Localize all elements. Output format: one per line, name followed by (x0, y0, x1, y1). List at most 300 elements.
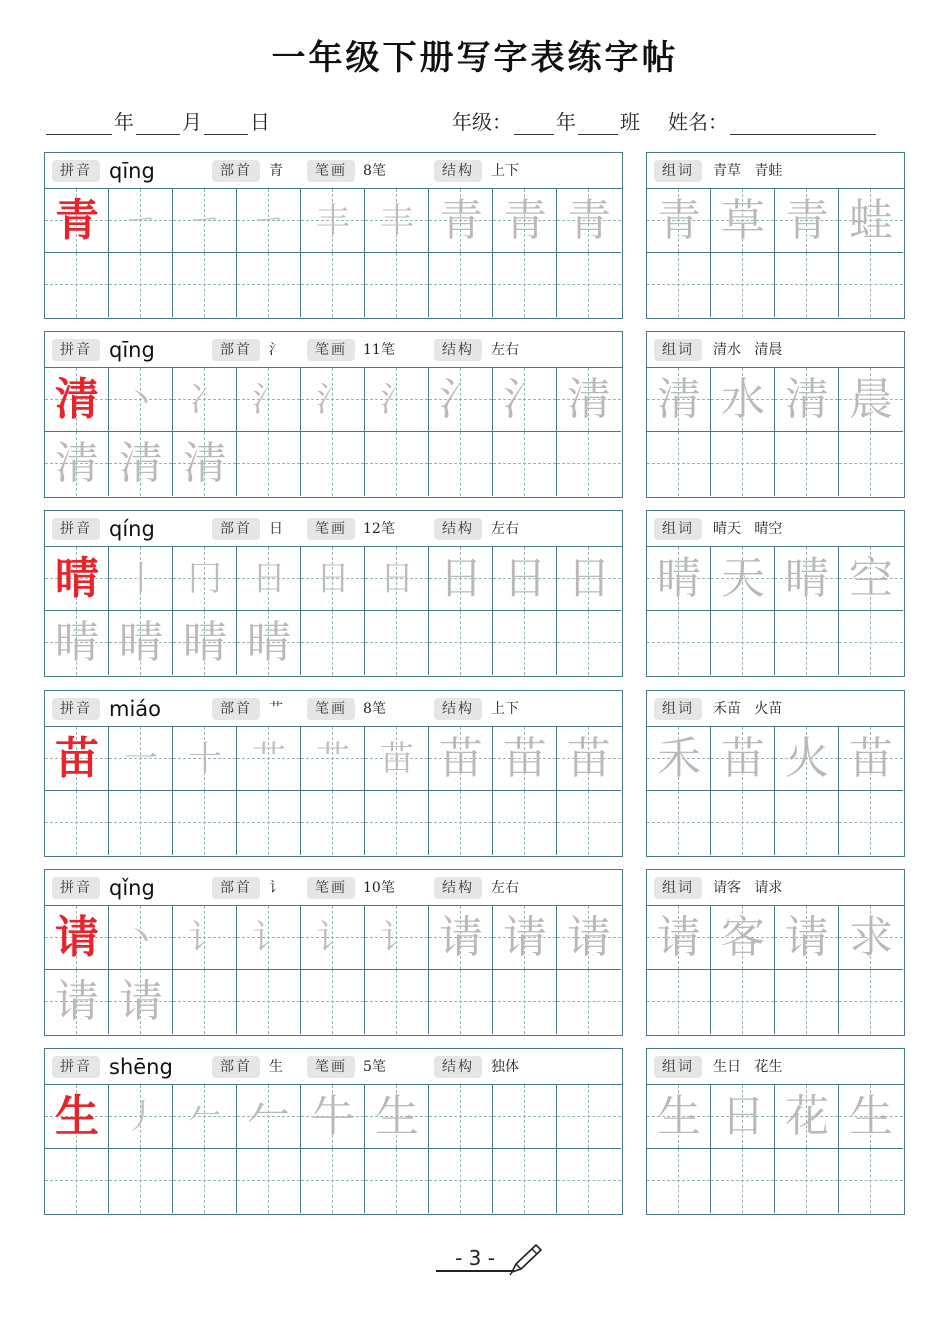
stroke-order-step: 丶 (124, 380, 158, 420)
grid-cell[interactable] (839, 189, 903, 253)
word-trace-character: 请 (657, 912, 701, 963)
stroke-order-step: 丰 (316, 201, 350, 241)
strokes-value: 5笔 (363, 1059, 386, 1075)
grid-cell[interactable] (365, 611, 429, 675)
grid-cell[interactable] (775, 368, 839, 432)
grid-cell[interactable] (109, 368, 173, 432)
word-trace-character: 晴 (657, 553, 701, 604)
grid-cell[interactable] (365, 727, 429, 791)
grid-cell[interactable] (365, 791, 429, 855)
grid-cell[interactable] (429, 368, 493, 432)
stroke-order-step: 苗 (380, 739, 414, 779)
grid-cell[interactable] (301, 791, 365, 855)
grid-cell[interactable] (775, 432, 839, 496)
grid-cell[interactable] (839, 1149, 903, 1213)
year-blank[interactable] (46, 113, 112, 135)
pinyin-tag: 拼音 (52, 339, 100, 361)
word-trace-character: 清 (657, 374, 701, 425)
grid-cell[interactable] (237, 1149, 301, 1213)
grid-cell[interactable] (173, 906, 237, 970)
radical-value: 艹 (269, 701, 283, 717)
grid-cell[interactable] (647, 906, 711, 970)
grid-cell[interactable] (839, 547, 903, 611)
grid-cell[interactable] (301, 368, 365, 432)
grid-cell[interactable] (173, 611, 237, 675)
grid-cell[interactable] (711, 727, 775, 791)
grid-cell[interactable] (557, 727, 621, 791)
grid-cell[interactable] (237, 189, 301, 253)
grid-cell[interactable] (775, 189, 839, 253)
grid-cell[interactable] (237, 791, 301, 855)
grid-cell[interactable] (429, 547, 493, 611)
pinyin-value: qǐng (109, 876, 155, 900)
name-blank[interactable] (730, 113, 876, 135)
grid-cell[interactable] (711, 368, 775, 432)
writing-grid (45, 727, 621, 855)
grid-cell[interactable] (839, 368, 903, 432)
radical-tag: 部首 (212, 339, 260, 361)
grid-cell[interactable] (365, 189, 429, 253)
radical-value: 青 (269, 163, 283, 179)
stroke-order-step: 讠 (380, 918, 414, 958)
grid-cell[interactable] (301, 1085, 365, 1149)
grid-cell[interactable] (301, 1149, 365, 1213)
card-header (45, 691, 622, 727)
word-trace-character: 晨 (849, 374, 893, 425)
word-trace-character: 空 (849, 553, 893, 604)
word-trace-character: 晴 (785, 553, 829, 604)
grid-cell[interactable] (429, 906, 493, 970)
grid-cell[interactable] (647, 970, 711, 1034)
grid-cell[interactable] (839, 906, 903, 970)
pen-icon (508, 1242, 544, 1276)
trace-character: 请 (55, 976, 99, 1027)
radical-tag: 部首 (212, 518, 260, 540)
trace-character: 清 (183, 438, 227, 489)
strokes-value: 8笔 (363, 163, 386, 179)
trace-character: 清 (55, 438, 99, 489)
word-trace-character: 禾 (657, 733, 701, 784)
grid-cell[interactable] (493, 368, 557, 432)
year-label: 年 (114, 110, 134, 134)
grid-cell[interactable] (45, 253, 109, 317)
grid-cell[interactable] (775, 791, 839, 855)
pinyin-value: qīng (109, 338, 155, 362)
word-card (646, 152, 905, 319)
grid-cell[interactable] (109, 1085, 173, 1149)
stroke-order-step: 请 (503, 912, 547, 963)
grid-cell[interactable] (429, 1085, 493, 1149)
writing-grid (45, 1085, 621, 1213)
grade-suffix: 年 (556, 110, 576, 134)
word-trace-character: 草 (721, 195, 765, 246)
pinyin-value: miáo (109, 697, 162, 721)
strokes-value: 12笔 (363, 521, 395, 537)
stroke-order-step: 请 (567, 912, 611, 963)
page-number: - 3 - (436, 1246, 514, 1272)
writing-grid (647, 547, 903, 675)
stroke-order-step: 氵 (439, 374, 483, 425)
character-card (44, 331, 623, 498)
grid-cell[interactable] (173, 189, 237, 253)
model-character: 青 (55, 195, 99, 246)
words-value: 青草 青蛙 (713, 163, 783, 179)
grid-cell[interactable] (647, 253, 711, 317)
grade-blank[interactable] (514, 113, 554, 135)
grid-cell[interactable] (775, 970, 839, 1034)
structure-tag: 结构 (434, 160, 482, 182)
grid-cell[interactable] (647, 791, 711, 855)
word-card (646, 510, 905, 677)
grid-cell[interactable] (173, 432, 237, 496)
grid-cell[interactable] (45, 970, 109, 1034)
character-card (44, 869, 623, 1036)
grid-cell[interactable] (557, 547, 621, 611)
structure-value: 左右 (491, 521, 519, 537)
pinyin-tag: 拼音 (52, 698, 100, 720)
grid-cell[interactable] (647, 1149, 711, 1213)
word-card-header (647, 691, 904, 727)
date-fields (44, 106, 270, 135)
word-trace-character: 青 (785, 195, 829, 246)
grid-cell[interactable] (493, 547, 557, 611)
word-trace-character: 苗 (721, 733, 765, 784)
grid-cell[interactable] (647, 727, 711, 791)
word-card (646, 1048, 905, 1215)
grid-cell[interactable] (301, 727, 365, 791)
stroke-order-step: 日 (567, 553, 611, 604)
radical-value: 生 (269, 1059, 283, 1075)
word-card-header (647, 332, 904, 368)
grid-cell[interactable] (109, 1149, 173, 1213)
grid-cell[interactable] (365, 906, 429, 970)
writing-grid (647, 1085, 903, 1213)
grid-cell[interactable] (301, 547, 365, 611)
stroke-order-step: 苗 (439, 733, 483, 784)
stroke-order-step: 氵 (380, 380, 414, 420)
grid-cell[interactable] (45, 791, 109, 855)
words-tag: 组词 (654, 698, 702, 720)
grid-cell[interactable] (839, 253, 903, 317)
grid-cell[interactable] (711, 970, 775, 1034)
strokes-tag: 笔画 (307, 339, 355, 361)
stroke-order-step: 牛 (311, 1091, 355, 1142)
card-header (45, 1049, 622, 1085)
word-trace-character: 生 (657, 1091, 701, 1142)
grid-cell[interactable] (45, 906, 109, 970)
month-blank[interactable] (136, 113, 180, 135)
grid-cell[interactable] (493, 1085, 557, 1149)
grid-cell[interactable] (237, 970, 301, 1034)
words-tag: 组词 (654, 518, 702, 540)
stroke-order-step: 讠 (252, 918, 286, 958)
grid-cell[interactable] (647, 189, 711, 253)
grid-cell[interactable] (173, 368, 237, 432)
grid-cell[interactable] (301, 906, 365, 970)
grid-cell[interactable] (557, 432, 621, 496)
writing-grid (45, 368, 621, 496)
word-card-header (647, 511, 904, 547)
grid-cell[interactable] (557, 253, 621, 317)
writing-grid (45, 189, 621, 317)
radical-tag: 部首 (212, 877, 260, 899)
writing-grid (45, 906, 621, 1034)
grid-cell[interactable] (493, 970, 557, 1034)
word-trace-character: 蛙 (849, 195, 893, 246)
grid-cell[interactable] (173, 727, 237, 791)
grid-cell[interactable] (711, 906, 775, 970)
grid-cell[interactable] (775, 253, 839, 317)
grid-cell[interactable] (365, 368, 429, 432)
grid-cell[interactable] (711, 432, 775, 496)
words-value: 生日 花生 (713, 1059, 783, 1075)
stroke-order-step: 清 (567, 374, 611, 425)
student-fields (452, 106, 878, 135)
trace-character: 请 (119, 976, 163, 1027)
grid-cell[interactable] (109, 791, 173, 855)
stroke-order-step: 青 (439, 195, 483, 246)
grid-cell[interactable] (557, 611, 621, 675)
grid-cell[interactable] (365, 432, 429, 496)
stroke-order-step: 丰 (380, 201, 414, 241)
grid-cell[interactable] (775, 727, 839, 791)
stroke-order-step: ㄧ (124, 201, 158, 241)
character-card (44, 510, 623, 677)
grid-cell[interactable] (173, 970, 237, 1034)
radical-tag: 部首 (212, 160, 260, 182)
words-tag: 组词 (654, 877, 702, 899)
grid-cell[interactable] (109, 547, 173, 611)
trace-character: 晴 (183, 617, 227, 668)
grid-cell[interactable] (429, 611, 493, 675)
radical-tag: 部首 (212, 1056, 260, 1078)
grid-cell[interactable] (493, 253, 557, 317)
grid-cell[interactable] (493, 432, 557, 496)
grid-cell[interactable] (493, 727, 557, 791)
grid-cell[interactable] (775, 547, 839, 611)
grid-cell[interactable] (557, 906, 621, 970)
grid-cell[interactable] (45, 368, 109, 432)
pinyin-value: shēng (109, 1055, 173, 1079)
word-trace-character: 火 (785, 733, 829, 784)
trace-character: 晴 (119, 617, 163, 668)
stroke-order-step: ㄧ (188, 201, 222, 241)
grid-cell[interactable] (45, 432, 109, 496)
grid-cell[interactable] (237, 368, 301, 432)
grid-cell[interactable] (557, 189, 621, 253)
words-tag: 组词 (654, 160, 702, 182)
grid-cell[interactable] (557, 1085, 621, 1149)
stroke-order-step: 苗 (503, 733, 547, 784)
word-trace-character: 求 (849, 912, 893, 963)
grid-cell[interactable] (237, 1085, 301, 1149)
grid-cell[interactable] (493, 611, 557, 675)
structure-value: 左右 (491, 342, 519, 358)
grid-cell[interactable] (45, 1085, 109, 1149)
grid-cell[interactable] (711, 253, 775, 317)
grid-cell[interactable] (109, 432, 173, 496)
grid-cell[interactable] (711, 611, 775, 675)
grid-cell[interactable] (775, 906, 839, 970)
structure-tag: 结构 (434, 518, 482, 540)
grid-cell[interactable] (647, 368, 711, 432)
grid-cell[interactable] (173, 253, 237, 317)
day-blank[interactable] (204, 113, 248, 135)
stroke-order-step: 青 (567, 195, 611, 246)
grid-cell[interactable] (429, 432, 493, 496)
words-tag: 组词 (654, 339, 702, 361)
model-character: 清 (55, 374, 99, 425)
grid-cell[interactable] (557, 1149, 621, 1213)
strokes-tag: 笔画 (307, 518, 355, 540)
radical-tag: 部首 (212, 698, 260, 720)
trace-character: 晴 (247, 617, 291, 668)
writing-grid (647, 368, 903, 496)
words-tag: 组词 (654, 1056, 702, 1078)
grid-cell[interactable] (109, 970, 173, 1034)
card-header (45, 870, 622, 906)
month-label: 月 (182, 110, 202, 134)
grid-cell[interactable] (711, 1149, 775, 1213)
character-card (44, 152, 623, 319)
grid-cell[interactable] (647, 432, 711, 496)
strokes-value: 8笔 (363, 701, 386, 717)
grid-cell[interactable] (173, 791, 237, 855)
stroke-order-step: 讠 (316, 918, 350, 958)
strokes-tag: 笔画 (307, 877, 355, 899)
grid-cell[interactable] (173, 1149, 237, 1213)
card-header (45, 511, 622, 547)
strokes-tag: 笔画 (307, 698, 355, 720)
grid-cell[interactable] (557, 368, 621, 432)
class-blank[interactable] (578, 113, 618, 135)
grid-cell[interactable] (839, 791, 903, 855)
stroke-order-step: 丨 (124, 559, 158, 599)
grid-cell[interactable] (839, 432, 903, 496)
card-header (45, 153, 622, 189)
grid-cell[interactable] (839, 970, 903, 1034)
grid-cell[interactable] (647, 547, 711, 611)
strokes-tag: 笔画 (307, 1056, 355, 1078)
words-value: 禾苗 火苗 (713, 701, 783, 717)
model-character: 生 (55, 1091, 99, 1142)
grid-cell[interactable] (237, 727, 301, 791)
word-trace-character: 青 (657, 195, 701, 246)
stroke-order-step: 氵 (503, 374, 547, 425)
grid-cell[interactable] (45, 1149, 109, 1213)
word-card-header (647, 870, 904, 906)
grid-cell[interactable] (429, 253, 493, 317)
grid-cell[interactable] (647, 611, 711, 675)
grid-cell[interactable] (429, 1149, 493, 1213)
grid-cell[interactable] (237, 432, 301, 496)
grid-cell[interactable] (711, 791, 775, 855)
character-card (44, 690, 623, 857)
grid-cell[interactable] (301, 970, 365, 1034)
grid-cell[interactable] (45, 727, 109, 791)
grid-cell[interactable] (301, 189, 365, 253)
grid-cell[interactable] (493, 791, 557, 855)
radical-value: 日 (269, 521, 283, 537)
grid-cell[interactable] (493, 906, 557, 970)
grid-cell[interactable] (557, 791, 621, 855)
writing-grid (45, 547, 621, 675)
grid-cell[interactable] (109, 906, 173, 970)
grid-cell[interactable] (237, 611, 301, 675)
pinyin-value: qīng (109, 159, 155, 183)
grid-cell[interactable] (839, 727, 903, 791)
grid-cell[interactable] (429, 189, 493, 253)
grid-cell[interactable] (109, 727, 173, 791)
grid-cell[interactable] (429, 791, 493, 855)
grid-cell[interactable] (775, 1085, 839, 1149)
grid-cell[interactable] (365, 970, 429, 1034)
grid-cell[interactable] (109, 253, 173, 317)
word-trace-character: 日 (721, 1091, 765, 1142)
grid-cell[interactable] (301, 432, 365, 496)
grid-cell[interactable] (493, 189, 557, 253)
grid-cell[interactable] (45, 547, 109, 611)
stroke-order-step: 冂 (188, 559, 222, 599)
stroke-order-step: 𠂉 (188, 1097, 222, 1137)
grid-cell[interactable] (45, 189, 109, 253)
pinyin-tag: 拼音 (52, 160, 100, 182)
grid-cell[interactable] (173, 1085, 237, 1149)
grid-cell[interactable] (711, 1085, 775, 1149)
words-value: 清水 清晨 (713, 342, 783, 358)
grid-cell[interactable] (109, 611, 173, 675)
grid-cell[interactable] (775, 1149, 839, 1213)
grid-cell[interactable] (237, 547, 301, 611)
words-value: 晴天 晴空 (713, 521, 783, 537)
stroke-order-step: 日 (439, 553, 483, 604)
word-card-header (647, 1049, 904, 1085)
grid-cell[interactable] (365, 547, 429, 611)
pinyin-tag: 拼音 (52, 877, 100, 899)
structure-value: 独体 (491, 1059, 519, 1075)
grid-cell[interactable] (711, 189, 775, 253)
stroke-order-step: 艹 (316, 739, 350, 779)
grid-cell[interactable] (45, 611, 109, 675)
grid-cell[interactable] (493, 1149, 557, 1213)
grid-cell[interactable] (775, 611, 839, 675)
grid-cell[interactable] (429, 970, 493, 1034)
grid-cell[interactable] (237, 253, 301, 317)
model-character: 苗 (55, 733, 99, 784)
structure-tag: 结构 (434, 1056, 482, 1078)
grid-cell[interactable] (429, 727, 493, 791)
grid-cell[interactable] (237, 906, 301, 970)
structure-tag: 结构 (434, 698, 482, 720)
grid-cell[interactable] (301, 611, 365, 675)
word-card-header (647, 153, 904, 189)
page-title: 一年级下册写字表练字帖 (271, 38, 679, 78)
strokes-tag: 笔画 (307, 160, 355, 182)
word-trace-character: 天 (721, 553, 765, 604)
grid-cell[interactable] (365, 1085, 429, 1149)
grid-cell[interactable] (301, 253, 365, 317)
grid-cell[interactable] (711, 547, 775, 611)
grid-cell[interactable] (365, 1149, 429, 1213)
grid-cell[interactable] (557, 970, 621, 1034)
grid-cell[interactable] (839, 611, 903, 675)
grid-cell[interactable] (109, 189, 173, 253)
grid-cell[interactable] (839, 1085, 903, 1149)
grid-cell[interactable] (647, 1085, 711, 1149)
grid-cell[interactable] (173, 547, 237, 611)
grid-cell[interactable] (365, 253, 429, 317)
stroke-order-step: 讠 (188, 918, 222, 958)
